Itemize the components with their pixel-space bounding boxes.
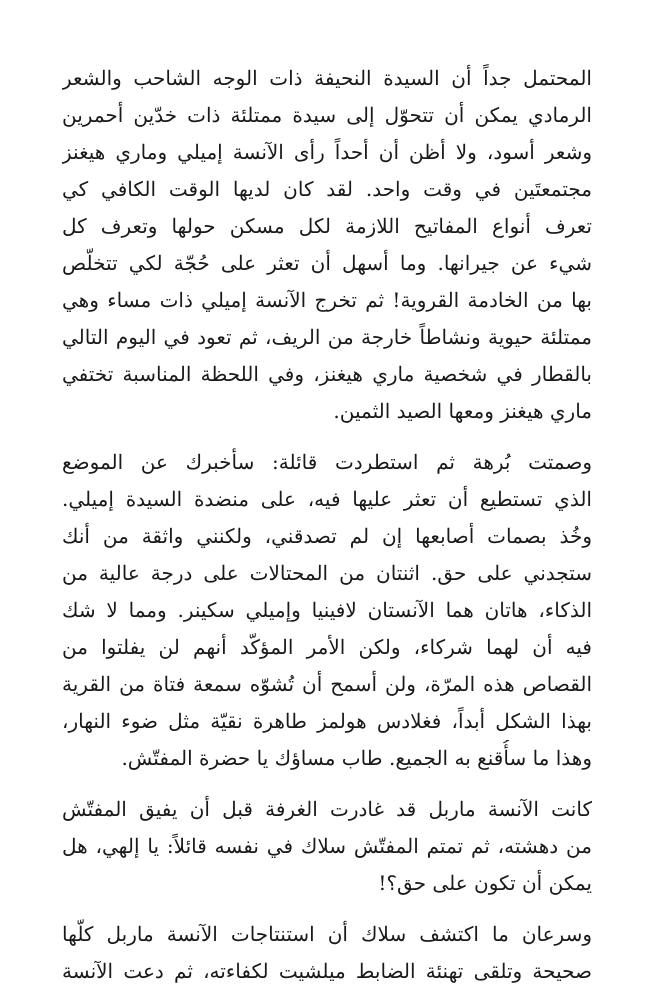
text-line: مجتمعتَين في وقت واحد. لقد كان لديها الوقت الكافي كي — [62, 177, 592, 201]
text-line: الرمادي يمكن أن تتحوّل إلى سيدة ممتلئة ذات خدّين أحمرين — [62, 103, 592, 127]
paragraph-1 — [62, 60, 592, 430]
text-line: بها من الخادمة القروية! ثم تخرج الآنسة إميلي ذات مساء وهي — [62, 288, 592, 312]
text-line: وشعر أسود، ولا أظن أن أحداً رأى الآنسة إميلي وماري هيغنز — [62, 140, 592, 164]
text-line: بالقطار في شخصية ماري هيغنز، وفي اللحظة المناسبة تختفي — [62, 362, 592, 386]
text-line: وخُذ بصمات أصابعها إن لم تصدقني، ولكنني واثقة من أنك — [62, 524, 592, 548]
text-line: وصمتت بُرهة ثم استطردت قائلة: سأخبرك عن الموضع — [62, 450, 592, 474]
paragraph-3 — [62, 791, 592, 902]
text-line: صحيحة وتلقى تهنئة الضابط ميلشيت لكفاءته، ثم دعت الآنسة — [62, 959, 592, 983]
text-line: من دهشته، ثم تمتم المفتّش سلاك في نفسه قائلاً: يا إلهي، هل — [62, 834, 592, 858]
text-line: الذي تستطيع أن تعثر عليها فيه، على منضدة السيدة إميلي. — [62, 487, 592, 511]
text-line: يمكن أن تكون على حق؟! — [378, 871, 592, 895]
paragraph-4 — [62, 916, 592, 990]
text-line: ممتلئة حيوية ونشاطاً خارجة من الريف، ثم تعود في اليوم التالي — [62, 325, 592, 349]
text-line: وسرعان ما اكتشف سلاك أن استنتاجات الآنسة ماربل كلّها — [62, 922, 592, 946]
text-line: كانت الآنسة ماربل قد غادرت الغرفة قبل أن يفيق المفتّش — [62, 797, 592, 821]
paragraph-2 — [62, 444, 592, 777]
text-line: ستجدني على حق. اثنتان من المحتالات على درجة عالية من — [62, 561, 592, 585]
text-line: تعرف أنواع المفاتيح اللازمة لكل مسكن حولها وتعرف كل — [62, 214, 592, 238]
book-page — [62, 60, 592, 990]
text-line: ماري هيغنز ومعها الصيد الثمين. — [333, 399, 592, 423]
text-line: فيه أن لهما شركاء، ولكن الأمر المؤكّد أنهم لن يفلتوا من — [62, 635, 592, 659]
text-line: القصاص هذه المرّة، ولن أسمح أن تُشوّه سمعة فتاة من القرية — [62, 672, 592, 696]
text-line: وهذا ما سأُقنع به الجميع. طاب مساؤك يا حضرة المفتّش. — [121, 746, 592, 770]
text-line: شيء عن جيرانها. وما أسهل أن تعثر على حُجّة لكي تتخلّص — [62, 251, 592, 275]
text-line: المحتمل جداً أن السيدة النحيفة ذات الوجه الشاحب والشعر — [62, 66, 592, 90]
text-line: الذكاء، هاتان هما الآنستان لافينيا وإميلي سكينر. ومما لا شك — [62, 598, 592, 622]
text-line: بهذا الشكل أبداً، فغلادس هولمز طاهرة نقيّة مثل ضوء النهار، — [62, 709, 592, 733]
